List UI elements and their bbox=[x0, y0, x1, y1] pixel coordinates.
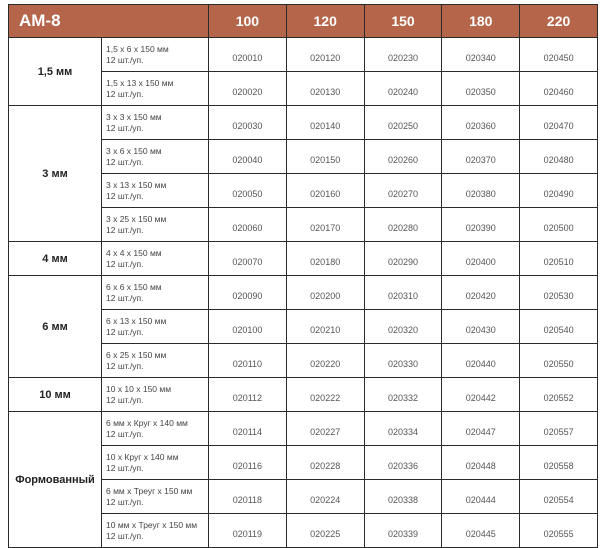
pack-text: 12 шт./уп. bbox=[106, 54, 144, 65]
size-cell bbox=[102, 344, 209, 378]
code-cell: 020557 bbox=[520, 412, 598, 446]
code-cell: 020180 bbox=[286, 242, 364, 276]
code-cell: 020470 bbox=[520, 106, 598, 140]
size-text: 3 x 13 x 150 мм bbox=[106, 179, 167, 190]
code-cell: 020270 bbox=[364, 174, 442, 208]
table-body bbox=[9, 38, 598, 548]
column-header: 100 bbox=[209, 5, 287, 38]
table-row bbox=[9, 38, 598, 72]
code-cell: 020338 bbox=[364, 480, 442, 514]
pack-text: 12 шт./уп. bbox=[106, 258, 144, 269]
size-cell bbox=[102, 174, 209, 208]
code-cell: 020380 bbox=[442, 174, 520, 208]
size-text: 10 x 10 x 150 мм bbox=[106, 383, 172, 394]
code-cell: 020390 bbox=[442, 208, 520, 242]
code-cell: 020030 bbox=[209, 106, 287, 140]
code-cell: 020112 bbox=[209, 378, 287, 412]
size-text: 6 мм x Круг x 140 мм bbox=[106, 417, 188, 428]
code-cell: 020090 bbox=[209, 276, 287, 310]
code-cell: 020114 bbox=[209, 412, 287, 446]
code-cell: 020555 bbox=[520, 514, 598, 548]
code-cell: 020010 bbox=[209, 38, 287, 72]
code-cell: 020350 bbox=[442, 72, 520, 106]
product-code-table bbox=[8, 4, 598, 548]
code-cell: 020400 bbox=[442, 242, 520, 276]
size-text: 1,5 x 13 x 150 мм bbox=[106, 77, 174, 88]
size-text: 1,5 x 6 x 150 мм bbox=[106, 43, 169, 54]
size-text: 3 x 25 x 150 мм bbox=[106, 213, 167, 224]
code-cell: 020020 bbox=[209, 72, 287, 106]
code-cell: 020442 bbox=[442, 378, 520, 412]
code-cell: 020447 bbox=[442, 412, 520, 446]
code-cell: 020530 bbox=[520, 276, 598, 310]
column-header: 150 bbox=[364, 5, 442, 38]
code-cell: 020550 bbox=[520, 344, 598, 378]
size-text: 6 мм x Треуг x 150 мм bbox=[106, 485, 193, 496]
pack-text: 12 шт./уп. bbox=[106, 496, 144, 507]
size-cell bbox=[102, 446, 209, 480]
size-text: 6 x 13 x 150 мм bbox=[106, 315, 167, 326]
code-cell: 020336 bbox=[364, 446, 442, 480]
code-cell: 020227 bbox=[286, 412, 364, 446]
group-label: 4 мм bbox=[9, 242, 102, 276]
code-cell: 020280 bbox=[364, 208, 442, 242]
code-cell: 020370 bbox=[442, 140, 520, 174]
size-cell bbox=[102, 412, 209, 446]
code-cell: 020228 bbox=[286, 446, 364, 480]
code-cell: 020540 bbox=[520, 310, 598, 344]
code-cell: 020140 bbox=[286, 106, 364, 140]
code-cell: 020440 bbox=[442, 344, 520, 378]
code-cell: 020430 bbox=[442, 310, 520, 344]
table-title: АМ-8 bbox=[9, 5, 209, 38]
pack-text: 12 шт./уп. bbox=[106, 224, 144, 235]
code-cell: 020450 bbox=[520, 38, 598, 72]
column-header: 120 bbox=[286, 5, 364, 38]
group-label: 6 мм bbox=[9, 276, 102, 378]
code-cell: 020460 bbox=[520, 72, 598, 106]
code-cell: 020060 bbox=[209, 208, 287, 242]
size-cell bbox=[102, 140, 209, 174]
code-cell: 020510 bbox=[520, 242, 598, 276]
code-cell: 020558 bbox=[520, 446, 598, 480]
size-cell bbox=[102, 208, 209, 242]
size-cell bbox=[102, 242, 209, 276]
code-cell: 020230 bbox=[364, 38, 442, 72]
code-cell: 020260 bbox=[364, 140, 442, 174]
code-cell: 020340 bbox=[442, 38, 520, 72]
code-cell: 020552 bbox=[520, 378, 598, 412]
code-cell: 020332 bbox=[364, 378, 442, 412]
code-cell: 020225 bbox=[286, 514, 364, 548]
code-cell: 020120 bbox=[286, 38, 364, 72]
group-label: 1,5 мм bbox=[9, 38, 102, 106]
code-cell: 020110 bbox=[209, 344, 287, 378]
size-text: 3 x 6 x 150 мм bbox=[106, 145, 162, 156]
code-cell: 020160 bbox=[286, 174, 364, 208]
code-cell: 020310 bbox=[364, 276, 442, 310]
code-cell: 020210 bbox=[286, 310, 364, 344]
code-cell: 020320 bbox=[364, 310, 442, 344]
size-text: 6 x 6 x 150 мм bbox=[106, 281, 162, 292]
pack-text: 12 шт./уп. bbox=[106, 190, 144, 201]
size-text: 3 x 3 x 150 мм bbox=[106, 111, 162, 122]
header-row bbox=[9, 5, 598, 38]
code-cell: 020480 bbox=[520, 140, 598, 174]
pack-text: 12 шт./уп. bbox=[106, 530, 144, 541]
code-cell: 020100 bbox=[209, 310, 287, 344]
code-cell: 020490 bbox=[520, 174, 598, 208]
group-label: Формованный bbox=[9, 412, 102, 548]
pack-text: 12 шт./уп. bbox=[106, 156, 144, 167]
pack-text: 12 шт./уп. bbox=[106, 462, 144, 473]
column-header: 180 bbox=[442, 5, 520, 38]
size-cell bbox=[102, 106, 209, 140]
pack-text: 12 шт./уп. bbox=[106, 428, 144, 439]
code-cell: 020040 bbox=[209, 140, 287, 174]
size-text: 10 x Круг x 140 мм bbox=[106, 451, 179, 462]
column-header: 220 bbox=[520, 5, 598, 38]
pack-text: 12 шт./уп. bbox=[106, 122, 144, 133]
code-cell: 020050 bbox=[209, 174, 287, 208]
code-cell: 020222 bbox=[286, 378, 364, 412]
table-row bbox=[9, 412, 598, 446]
code-cell: 020420 bbox=[442, 276, 520, 310]
size-cell bbox=[102, 480, 209, 514]
code-cell: 020119 bbox=[209, 514, 287, 548]
pack-text: 12 шт./уп. bbox=[106, 360, 144, 371]
code-cell: 020220 bbox=[286, 344, 364, 378]
code-cell: 020200 bbox=[286, 276, 364, 310]
code-cell: 020554 bbox=[520, 480, 598, 514]
size-cell bbox=[102, 378, 209, 412]
code-cell: 020170 bbox=[286, 208, 364, 242]
code-cell: 020448 bbox=[442, 446, 520, 480]
size-cell bbox=[102, 38, 209, 72]
pack-text: 12 шт./уп. bbox=[106, 394, 144, 405]
size-cell bbox=[102, 72, 209, 106]
size-text: 10 мм x Треуг x 150 мм bbox=[106, 519, 198, 530]
code-cell: 020444 bbox=[442, 480, 520, 514]
code-cell: 020334 bbox=[364, 412, 442, 446]
code-cell: 020150 bbox=[286, 140, 364, 174]
code-cell: 020290 bbox=[364, 242, 442, 276]
table-row bbox=[9, 106, 598, 140]
code-cell: 020130 bbox=[286, 72, 364, 106]
pack-text: 12 шт./уп. bbox=[106, 292, 144, 303]
code-cell: 020445 bbox=[442, 514, 520, 548]
code-cell: 020250 bbox=[364, 106, 442, 140]
table-row bbox=[9, 378, 598, 412]
size-cell bbox=[102, 514, 209, 548]
group-label: 10 мм bbox=[9, 378, 102, 412]
size-cell bbox=[102, 310, 209, 344]
code-cell: 020360 bbox=[442, 106, 520, 140]
code-cell: 020070 bbox=[209, 242, 287, 276]
table-row bbox=[9, 276, 598, 310]
pack-text: 12 шт./уп. bbox=[106, 326, 144, 337]
pack-text: 12 шт./уп. bbox=[106, 88, 144, 99]
group-label: 3 мм bbox=[9, 106, 102, 242]
code-cell: 020116 bbox=[209, 446, 287, 480]
code-cell: 020500 bbox=[520, 208, 598, 242]
size-text: 4 x 4 x 150 мм bbox=[106, 247, 162, 258]
size-text: 6 x 25 x 150 мм bbox=[106, 349, 167, 360]
code-cell: 020118 bbox=[209, 480, 287, 514]
code-cell: 020224 bbox=[286, 480, 364, 514]
code-cell: 020339 bbox=[364, 514, 442, 548]
size-cell bbox=[102, 276, 209, 310]
code-cell: 020330 bbox=[364, 344, 442, 378]
code-cell: 020240 bbox=[364, 72, 442, 106]
table-row bbox=[9, 242, 598, 276]
